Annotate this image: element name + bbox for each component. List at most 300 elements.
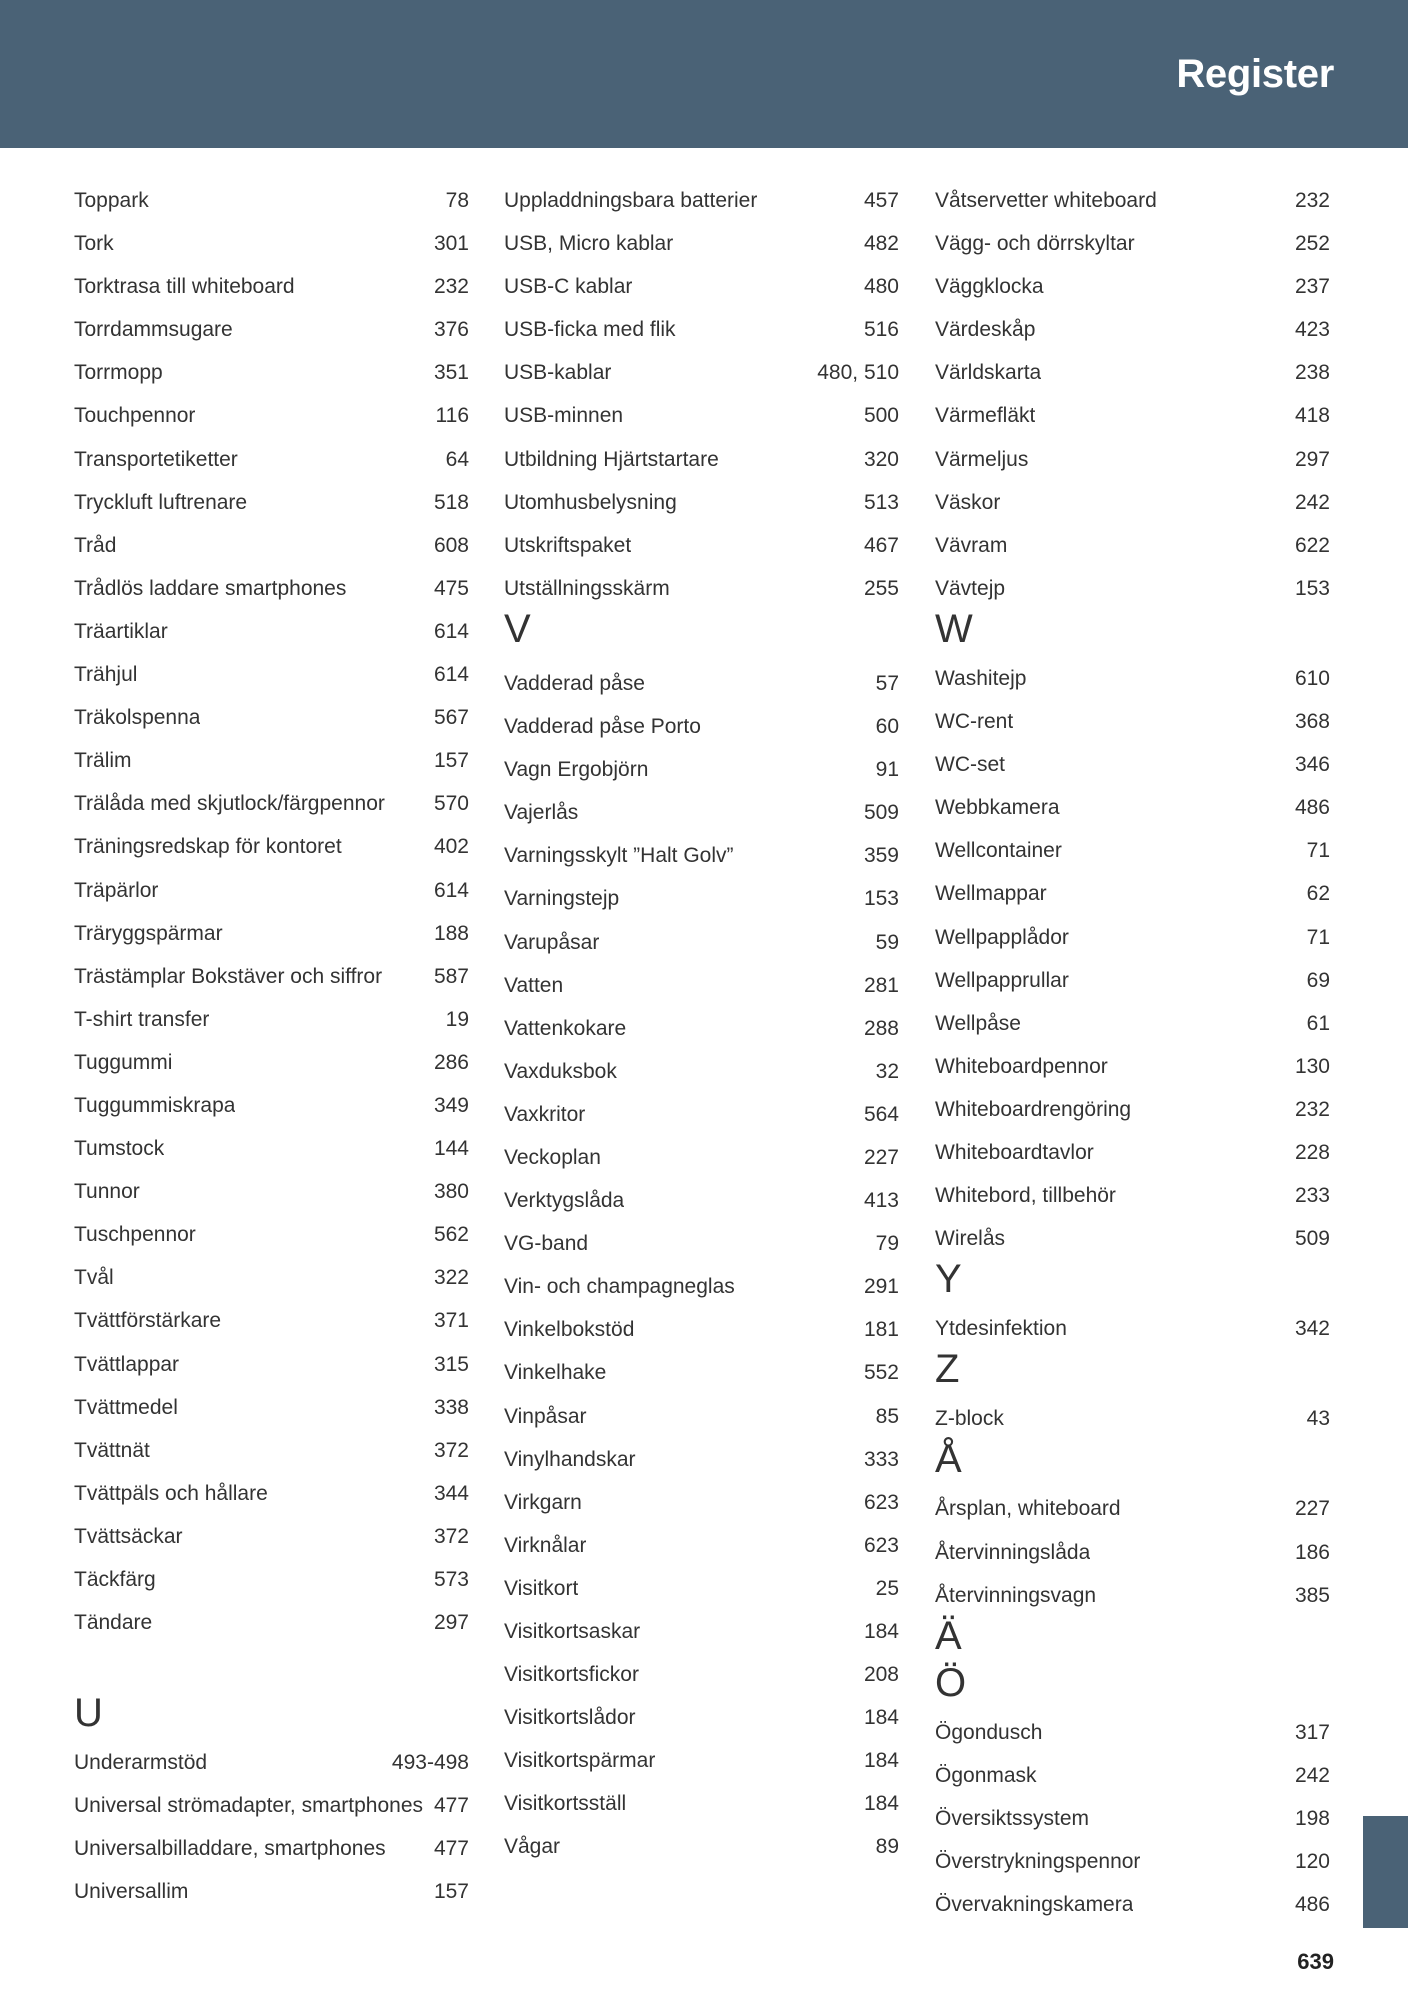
index-entry [504, 1653, 899, 1696]
index-entry [504, 1739, 899, 1782]
entry-term: Utställningsskärm [504, 576, 670, 600]
entry-term: Tvättsäckar [74, 1524, 183, 1548]
entry-page-number: 242 [1294, 490, 1330, 514]
section-letter-heading: Å [935, 1437, 962, 1482]
entry-term: Utbildning Hjärtstartare [504, 447, 719, 471]
entry-page-number: 297 [433, 1611, 469, 1635]
entry-term: Transportetiketter [74, 447, 238, 471]
entry-term: Z-block [935, 1407, 1004, 1431]
index-entry [74, 739, 469, 782]
entry-page-number: 500 [863, 404, 899, 428]
entry-page-number: 228 [1294, 1140, 1330, 1164]
entry-term: Ögondusch [935, 1720, 1043, 1744]
entry-page-number: 346 [1294, 753, 1330, 777]
entry-page-number: 371 [433, 1309, 469, 1333]
entry-page-number: 516 [863, 318, 899, 342]
entry-page-number: 297 [1294, 447, 1330, 471]
entry-page-number: 32 [875, 1059, 899, 1083]
entry-term: Återvinningsvagn [935, 1583, 1097, 1607]
index-column-1 [74, 179, 469, 1914]
index-entry [74, 1084, 469, 1127]
index-entry [74, 1256, 469, 1299]
entry-term: Whiteboardtavlor [935, 1140, 1094, 1164]
entry-page-number: 286 [433, 1050, 469, 1074]
entry-term: Vinkelhake [504, 1361, 607, 1385]
entry-page-number: 380 [433, 1180, 469, 1204]
entry-term: Täckfärg [74, 1568, 156, 1591]
index-column-3 [935, 179, 1330, 1926]
index-entry [935, 872, 1330, 915]
entry-term: Tråd [74, 533, 117, 557]
entry-term: Vinylhandskar [504, 1447, 636, 1471]
entry-page-number: 181 [863, 1318, 899, 1342]
index-entry [935, 1531, 1330, 1574]
entry-page-number: 385 [1294, 1583, 1330, 1607]
entry-term: Ytdesinfektion [935, 1317, 1067, 1341]
entry-term: WC-set [935, 753, 1005, 777]
index-entry [935, 567, 1330, 610]
entry-term: Träningsredskap för kontoret [74, 835, 342, 859]
entry-page-number: 43 [1306, 1407, 1330, 1431]
index-entry [935, 1045, 1330, 1088]
entry-page-number: 457 [863, 189, 899, 212]
entry-term: Wellcontainer [935, 839, 1062, 863]
entry-term: Universallim [74, 1880, 189, 1904]
entry-term: Tork [74, 232, 114, 256]
entry-term: Torrmopp [74, 361, 163, 385]
entry-term: Visitkort [504, 1576, 579, 1600]
entry-term: Vinkelbokstöd [504, 1318, 635, 1342]
index-entry [74, 782, 469, 825]
entry-page-number: 57 [875, 671, 899, 695]
entry-term: Värmefläkt [935, 404, 1036, 428]
entry-term: Torrdammsugare [74, 318, 233, 342]
entry-page-number: 480, 510 [817, 361, 899, 385]
index-section [74, 1691, 469, 1913]
entry-term: Tuggummiskrapa [74, 1093, 236, 1117]
entry-term: VG-band [504, 1232, 589, 1256]
entry-page-number: 509 [863, 801, 899, 825]
entry-page-number: 368 [1294, 710, 1330, 734]
index-section [935, 1257, 1330, 1350]
index-entry [504, 834, 899, 877]
entry-page-number: 301 [433, 232, 469, 256]
section-letter-heading: Y [935, 1257, 962, 1302]
entry-page-number: 614 [433, 878, 469, 902]
entry-term: Whiteboardpennor [935, 1054, 1108, 1078]
index-entry [504, 308, 899, 351]
entry-term: Visitkortsfickor [504, 1663, 639, 1687]
index-entry [935, 829, 1330, 872]
index-entry [504, 1481, 899, 1524]
entry-page-number: 513 [863, 490, 899, 514]
entry-page-number: 372 [433, 1438, 469, 1462]
index-entry [74, 869, 469, 912]
index-entry [935, 265, 1330, 308]
entry-page-number: 232 [1294, 1097, 1330, 1121]
entry-term: Tvättnät [74, 1438, 150, 1462]
entry-page-number: 25 [875, 1576, 899, 1600]
entry-page-number: 623 [863, 1490, 899, 1514]
entry-page-number: 477 [433, 1794, 469, 1818]
index-section [74, 179, 469, 1644]
entry-term: Tvättförstärkare [74, 1309, 222, 1333]
entry-page-number: 475 [433, 576, 469, 600]
entry-term: Utomhusbelysning [504, 490, 677, 514]
entry-page-number: 184 [863, 1749, 899, 1773]
index-entry [935, 438, 1330, 481]
index-entry [74, 1299, 469, 1342]
index-section [935, 606, 1330, 1260]
index-entry [504, 1351, 899, 1394]
entry-term: Tändare [74, 1611, 153, 1635]
entry-page-number: 480 [863, 275, 899, 299]
index-entry [935, 1487, 1330, 1530]
entry-term: T-shirt transfer [74, 1007, 210, 1031]
entry-page-number: 614 [433, 663, 469, 687]
entry-page-number: 562 [433, 1223, 469, 1247]
index-entry [504, 705, 899, 748]
entry-term: Vägg- och dörrskyltar [935, 232, 1135, 256]
entry-page-number: 255 [863, 576, 899, 600]
entry-page-number: 351 [433, 361, 469, 385]
index-entry [935, 1002, 1330, 1045]
entry-term: Vävram [935, 533, 1008, 557]
entry-page-number: 144 [433, 1137, 469, 1161]
entry-term: Våtservetter whiteboard [935, 189, 1157, 212]
entry-term: Universal strömadapter, smartphones [74, 1794, 423, 1818]
entry-term: Ögonmask [935, 1763, 1037, 1787]
index-entry [504, 179, 899, 222]
index-entry [504, 1782, 899, 1825]
entry-page-number: 570 [433, 792, 469, 816]
entry-term: Uppladdningsbara batterier [504, 189, 758, 212]
index-entry [504, 791, 899, 834]
entry-page-number: 188 [433, 921, 469, 945]
index-entry [74, 567, 469, 610]
entry-term: Världskarta [935, 361, 1042, 385]
index-entry [935, 1397, 1330, 1440]
entry-page-number: 184 [863, 1620, 899, 1643]
index-entry [74, 351, 469, 394]
index-entry [504, 1825, 899, 1868]
entry-page-number: 486 [1294, 1893, 1330, 1917]
entry-term: Vävtejp [935, 576, 1006, 600]
index-entry [74, 1170, 469, 1213]
index-entry [504, 1567, 899, 1610]
index-entry [504, 1696, 899, 1739]
index-entry [504, 394, 899, 437]
entry-term: Översiktssystem [935, 1806, 1090, 1830]
entry-term: Tryckluft luftrenare [74, 490, 248, 514]
entry-term: Wirelås [935, 1227, 1006, 1251]
index-entry [74, 481, 469, 524]
index-entry [74, 1558, 469, 1601]
entry-term: Varupåsar [504, 930, 600, 954]
entry-term: Tvättpäls och hållare [74, 1481, 268, 1505]
entry-term: Tuggummi [74, 1050, 173, 1074]
entry-page-number: 322 [433, 1266, 469, 1290]
index-entry [935, 657, 1330, 700]
entry-page-number: 608 [433, 533, 469, 557]
index-entry [74, 1472, 469, 1515]
page-title: Register [1176, 52, 1334, 96]
entry-term: Tuschpennor [74, 1223, 196, 1247]
index-entry [74, 1827, 469, 1870]
entry-page-number: 198 [1294, 1806, 1330, 1830]
entry-term: Virkgarn [504, 1490, 582, 1514]
index-entry [74, 1741, 469, 1784]
entry-term: Träpärlor [74, 878, 159, 902]
entry-term: USB, Micro kablar [504, 232, 674, 256]
entry-term: Washitejp [935, 666, 1027, 690]
entry-page-number: 477 [433, 1837, 469, 1861]
entry-page-number: 372 [433, 1524, 469, 1548]
index-entry [74, 912, 469, 955]
entry-page-number: 402 [433, 835, 469, 859]
index-entry [504, 1093, 899, 1136]
entry-page-number: 486 [1294, 796, 1330, 820]
entry-term: Vagn Ergobjörn [504, 758, 649, 782]
entry-page-number: 153 [863, 887, 899, 911]
index-entry [504, 1395, 899, 1438]
index-entry [504, 222, 899, 265]
index-entry [74, 524, 469, 567]
entry-page-number: 359 [863, 844, 899, 868]
index-entry [74, 308, 469, 351]
index-entry [74, 998, 469, 1041]
index-entry [504, 964, 899, 1007]
entry-term: Varningstejp [504, 887, 620, 911]
entry-term: Träryggspärmar [74, 921, 223, 945]
index-entry [504, 1179, 899, 1222]
entry-page-number: 587 [433, 964, 469, 988]
entry-term: Visitkortslådor [504, 1706, 636, 1730]
index-entry [935, 1711, 1330, 1754]
entry-term: Värdeskåp [935, 318, 1036, 342]
index-section [935, 1347, 1330, 1440]
index-entry [504, 438, 899, 481]
index-entry [74, 1343, 469, 1386]
entry-page-number: 208 [863, 1663, 899, 1687]
entry-page-number: 291 [863, 1275, 899, 1299]
entry-page-number: 252 [1294, 232, 1330, 256]
index-entry [504, 1265, 899, 1308]
index-entry [74, 1213, 469, 1256]
index-entry [935, 743, 1330, 786]
entry-term: USB-minnen [504, 404, 624, 428]
index-entry [504, 265, 899, 308]
index-entry [74, 1601, 469, 1644]
entry-term: Wellpapprullar [935, 968, 1069, 992]
entry-page-number: 71 [1306, 925, 1330, 949]
index-column-2 [504, 179, 899, 1869]
entry-page-number: 338 [433, 1395, 469, 1419]
index-section [935, 1613, 1330, 1664]
entry-page-number: 60 [875, 715, 899, 739]
entry-term: Torktrasa till whiteboard [74, 275, 295, 299]
index-entry [504, 1222, 899, 1265]
index-entry [74, 1041, 469, 1084]
entry-term: Överstrykningspennor [935, 1850, 1141, 1873]
index-entry [935, 1217, 1330, 1260]
index-entry [504, 351, 899, 394]
entry-page-number: 120 [1294, 1850, 1330, 1873]
entry-page-number: 130 [1294, 1054, 1330, 1078]
entry-term: Touchpennor [74, 404, 196, 428]
entry-term: Vinpåsar [504, 1404, 587, 1428]
entry-page-number: 288 [863, 1016, 899, 1040]
entry-page-number: 227 [863, 1145, 899, 1169]
index-entry [504, 748, 899, 791]
index-entry [504, 662, 899, 705]
entry-page-number: 232 [433, 275, 469, 299]
entry-page-number: 62 [1306, 882, 1330, 906]
index-entry [935, 1307, 1330, 1350]
entry-term: Träkolspenna [74, 706, 201, 730]
entry-term: Återvinningslåda [935, 1540, 1091, 1564]
entry-term: Toppark [74, 189, 149, 212]
index-entry [504, 1007, 899, 1050]
index-entry [74, 1386, 469, 1429]
entry-page-number: 242 [1294, 1763, 1330, 1787]
entry-page-number: 315 [433, 1352, 469, 1376]
entry-term: Whitebord, tillbehör [935, 1184, 1116, 1208]
entry-page-number: 622 [1294, 533, 1330, 557]
index-entry [504, 921, 899, 964]
entry-page-number: 91 [875, 758, 899, 782]
index-entry [935, 1883, 1330, 1926]
entry-term: Verktygslåda [504, 1189, 625, 1213]
entry-page-number: 238 [1294, 361, 1330, 385]
entry-page-number: 64 [445, 447, 469, 471]
entry-page-number: 157 [433, 749, 469, 773]
index-entry [74, 179, 469, 222]
index-entry [74, 265, 469, 308]
entry-page-number: 157 [433, 1880, 469, 1904]
header-bar [0, 0, 1408, 148]
entry-term: Värmeljus [935, 447, 1029, 471]
index-entry [74, 1515, 469, 1558]
entry-term: Universalbilladdare, smartphones [74, 1837, 386, 1861]
entry-page-number: 116 [435, 404, 469, 428]
entry-term: Vaxduksbok [504, 1059, 617, 1083]
index-entry [935, 1131, 1330, 1174]
entry-term: Virknålar [504, 1533, 587, 1557]
index-entry [935, 700, 1330, 743]
entry-page-number: 614 [433, 619, 469, 643]
entry-term: Tvål [74, 1266, 114, 1290]
index-section [504, 606, 899, 1869]
entry-term: Trästämplar Bokstäver och siffror [74, 964, 383, 988]
entry-page-number: 184 [863, 1792, 899, 1816]
entry-term: Väskor [935, 490, 1001, 514]
entry-page-number: 85 [875, 1404, 899, 1428]
index-entry [935, 959, 1330, 1002]
entry-page-number: 59 [875, 930, 899, 954]
index-section [935, 179, 1330, 610]
index-entry [504, 524, 899, 567]
entry-term: Övervakningskamera [935, 1893, 1134, 1917]
entry-term: Underarmstöd [74, 1751, 208, 1775]
index-entry [935, 1797, 1330, 1840]
index-entry [935, 179, 1330, 222]
index-entry [504, 1610, 899, 1653]
entry-term: Trähjul [74, 663, 138, 687]
entry-page-number: 281 [863, 973, 899, 997]
entry-term: Vatten [504, 973, 564, 997]
entry-page-number: 79 [875, 1232, 899, 1256]
entry-term: Vågar [504, 1835, 561, 1859]
index-entry [74, 1784, 469, 1827]
entry-page-number: 349 [433, 1093, 469, 1117]
entry-term: Wellpåse [935, 1011, 1021, 1035]
index-entry [504, 1438, 899, 1481]
entry-term: Tvättmedel [74, 1395, 178, 1419]
entry-term: Varningsskylt ”Halt Golv” [504, 844, 734, 868]
entry-term: Visitkortspärmar [504, 1749, 656, 1773]
entry-term: Vin- och champagneglas [504, 1275, 735, 1299]
index-section [935, 1437, 1330, 1616]
entry-term: Wellmappar [935, 882, 1047, 906]
entry-page-number: 482 [863, 232, 899, 256]
entry-term: Visitkortsställ [504, 1792, 627, 1816]
entry-term: Tvättlappar [74, 1352, 180, 1376]
index-entry [74, 1127, 469, 1170]
index-entry [935, 1174, 1330, 1217]
entry-page-number: 423 [1294, 318, 1330, 342]
entry-page-number: 153 [1294, 576, 1330, 600]
entry-term: WC-rent [935, 710, 1014, 734]
index-entry [74, 438, 469, 481]
page-number: 639 [1297, 1949, 1334, 1974]
entry-page-number: 467 [863, 533, 899, 557]
entry-term: USB-kablar [504, 361, 612, 385]
entry-page-number: 61 [1306, 1011, 1330, 1035]
entry-page-number: 413 [863, 1189, 899, 1213]
entry-term: Trälim [74, 749, 132, 773]
entry-page-number: 564 [863, 1102, 899, 1126]
entry-term: Tunnor [74, 1180, 140, 1204]
index-entry [74, 394, 469, 437]
index-entry [935, 1088, 1330, 1131]
entry-page-number: 186 [1294, 1540, 1330, 1564]
entry-page-number: 317 [1294, 1720, 1330, 1744]
index-entry [935, 1840, 1330, 1883]
index-entry [74, 696, 469, 739]
entry-term: Vaxkritor [504, 1102, 586, 1126]
section-letter-heading: W [935, 606, 973, 651]
index-entry [504, 877, 899, 920]
entry-page-number: 19 [445, 1007, 469, 1031]
entry-term: Vadderad påse Porto [504, 715, 701, 739]
index-entry [504, 1524, 899, 1567]
index-entry [935, 1574, 1330, 1617]
entry-page-number: 573 [433, 1568, 469, 1591]
entry-page-number: 493-498 [391, 1751, 469, 1775]
index-entry [935, 1754, 1330, 1797]
entry-term: Utskriftspaket [504, 533, 632, 557]
entry-page-number: 418 [1294, 404, 1330, 428]
entry-term: Whiteboardrengöring [935, 1097, 1132, 1121]
index-entry [74, 1429, 469, 1472]
section-letter-heading: V [504, 606, 531, 651]
section-letter-heading: Z [935, 1347, 960, 1392]
entry-page-number: 333 [863, 1447, 899, 1471]
entry-term: Tumstock [74, 1137, 165, 1161]
entry-term: Vattenkokare [504, 1016, 627, 1040]
entry-term: Visitkortsaskar [504, 1620, 641, 1643]
